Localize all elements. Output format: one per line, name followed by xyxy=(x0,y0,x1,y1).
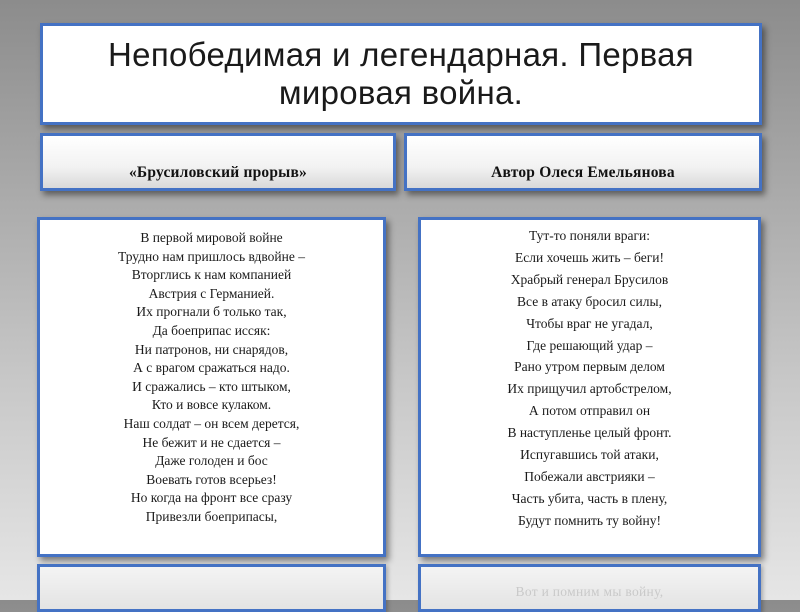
poem-line: Да боеприпас иссяк: xyxy=(152,322,271,338)
poem-line: Чтобы враг не угадал, xyxy=(526,315,653,331)
poem-line: Побежали австрияки – xyxy=(524,468,655,484)
poem-line: Рано утром первым делом xyxy=(514,359,665,375)
bottom-left-box xyxy=(37,564,386,612)
poem-line: В первой мировой войне xyxy=(140,230,283,245)
poem-line: Храбрый генерал Брусилов xyxy=(510,271,669,287)
poem-line: Их прищучил артобстрелом, xyxy=(507,381,672,397)
poem-line: Даже голоден и бос xyxy=(155,453,268,469)
poem-line: В наступленье целый фронт. xyxy=(507,425,672,441)
poem-line: Наш солдат – он всем дерется, xyxy=(123,415,300,431)
poem-left xyxy=(40,220,383,527)
poem-line: Но когда на фронт все сразу xyxy=(130,490,293,506)
poem-line: Их прогнали б только так, xyxy=(136,304,287,320)
poem-line: И сражались – кто штыком, xyxy=(132,378,291,394)
slide-title: Непобедимая и легендарная. Первая мировая война. xyxy=(108,36,694,111)
poem-line: Где решающий удар – xyxy=(526,337,653,353)
poem-line: А потом отправил он xyxy=(528,403,651,419)
poem-line: Привезли боеприпасы, xyxy=(145,508,278,524)
poem-line: Воевать готов всерьез! xyxy=(146,471,277,487)
right-heading-box xyxy=(404,133,762,191)
left-heading: «Брусиловский прорыв» xyxy=(128,164,307,181)
bottom-right-peek-text: Вот и помним мы войну, xyxy=(515,584,664,599)
bottom-right-box xyxy=(418,564,761,612)
poem-right xyxy=(421,220,758,532)
poem-line: Ни патронов, ни снарядов, xyxy=(134,341,289,357)
poem-line: Кто и вовсе кулаком. xyxy=(151,397,272,413)
poem-line: Часть убита, часть в плену, xyxy=(511,490,668,506)
poem-line: Если хочешь жить – беги! xyxy=(515,249,664,265)
poem-line: Австрия с Германией. xyxy=(148,285,275,301)
poem-line: Испугавшись той атаки, xyxy=(520,447,659,463)
poem-line: Будут помнить ту войну! xyxy=(518,512,661,528)
poem-left-box xyxy=(37,217,386,557)
title-box xyxy=(40,23,762,125)
poem-line: Не бежит и не сдается – xyxy=(142,434,281,450)
poem-line: А с врагом сражаться надо. xyxy=(133,360,290,376)
poem-line: Трудно нам пришлось вдвойне – xyxy=(117,248,305,264)
poem-right-box xyxy=(418,217,761,557)
poem-line: Тут-то поняли враги: xyxy=(529,228,650,243)
right-heading: Автор Олеся Емельянова xyxy=(491,164,675,181)
left-heading-box xyxy=(40,133,396,191)
poem-line: Все в атаку бросил силы, xyxy=(517,293,662,309)
poem-line: Вторглись к нам компанией xyxy=(131,267,292,283)
